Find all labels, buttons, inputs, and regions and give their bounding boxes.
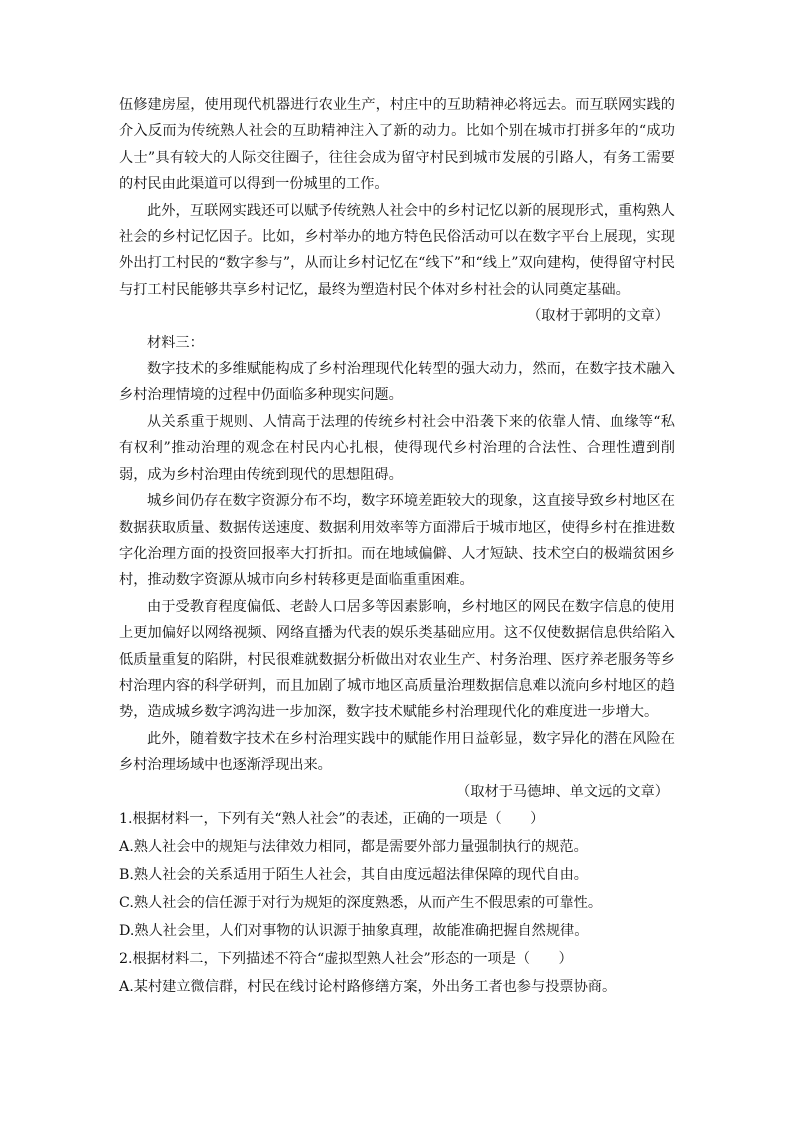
material2-paragraph-1: 伍修建房屋，使用现代机器进行农业生产，村庄中的互助精神必将远去。而互联网实践的介入反而为传统熟人社会的互助精神注入了新的动力。比如个别在城市打拼多年的“成功人士”具有较大的人际交往圈子，往往会成为留守村民到城市发展的引路人，有务工需要的村民由此渠道可以得到一份城里的工作。 xyxy=(119,97,675,193)
material3-paragraph-5: 此外，随着数字技术在乡村治理实践中的赋能作用日益彰显，数字异化的潜在风险在乡村治理场域中也逐渐浮现出来。 xyxy=(119,730,675,774)
material3-source: （取材于马德坤、单文远的文章） xyxy=(456,783,669,800)
question1-option-c: C.熟人社会的信任源于对行为规矩的深度熟悉，从而产生不假思索的可靠性。 xyxy=(119,894,603,911)
material3-paragraph-1: 数字技术的多维赋能构成了乡村治理现代化转型的强大动力，然而，在数字技术融入乡村治理情境的过程中仍面临多种现实问题。 xyxy=(119,361,675,404)
question1-stem: 1.根据材料一，下列有关“熟人社会”的表述，正确的一项是（ ） xyxy=(119,810,545,827)
material3-paragraph-2: 从关系重于规则、人情高于法理的传统乡村社会中沿袭下来的依靠人情、血缘等“私有权利”推动治理的观念在村民内心扎根，使得现代乡村治理的合法性、合理性遭到削弱，成为乡村治理由传统到现代的思想阻碍。 xyxy=(119,413,675,483)
question1-option-d: D.熟人社会里，人们对事物的认识源于抽象真理，故能准确把握自然规律。 xyxy=(119,922,589,939)
material2-paragraph-2: 此外，互联网实践还可以赋予传统熟人社会中的乡村记忆以新的展现形式，重构熟人社会的乡村记忆因子。比如，乡村举办的地方特色民俗活动可以在数字平台上展现，实现外出打工村民的“数字参与”，从而让乡村记忆在“线下”和“线上”双向建构，使得留守村民与打工村民能够共享乡村记忆，最终为塑造村民个体对乡村社会的认同奠定基础。 xyxy=(119,202,675,298)
question1-option-b: B.熟人社会的关系适用于陌生人社会，其自由度远超法律保障的现代自由。 xyxy=(119,866,588,883)
document-page xyxy=(119,92,675,1001)
question2-stem: 2.根据材料二，下列描述不符合“虚拟型熟人社会”形态的一项是（ ） xyxy=(119,950,573,967)
material2-source: （取材于郭明的文章） xyxy=(527,308,669,325)
question1-option-a: A.熟人社会中的规矩与法律效力相同，都是需要外部力量强制执行的规范。 xyxy=(119,838,588,855)
material3-paragraph-4: 由于受教育程度偏低、老龄人口居多等因素影响，乡村地区的网民在数字信息的使用上更加偏好以网络视频、网络直播为代表的娱乐类基础应用。这不仅使数据信息供给陷入低质量重复的陷阱，村民很难就数据分析做出对农业生产、村务治理、医疗养老服务等乡村治理内容的科学研判，而且加剧了城市地区高质量治理数据信息难以流向乡村地区的趋势，造成城乡数字鸿沟进一步加深，数字技术赋能乡村治理现代化的难度进一步增大。 xyxy=(119,598,675,721)
question2-option-a: A.某村建立微信群，村民在线讨论村路修缮方案，外出务工者也参与投票协商。 xyxy=(119,978,617,995)
material3-paragraph-3: 城乡间仍存在数字资源分布不均，数字环境差距较大的现象，这直接导致乡村地区在数据获取质量、数据传送速度、数据利用效率等方面滞后于城市地区，使得乡村在推进数字化治理方面的投资回报率大打折扣。而在地域偏僻、人才短缺、技术空白的极端贫困乡村，推动数字资源从城市向乡村转移更是面临重重困难。 xyxy=(119,493,675,589)
material3-heading: 材料三： xyxy=(147,334,204,351)
